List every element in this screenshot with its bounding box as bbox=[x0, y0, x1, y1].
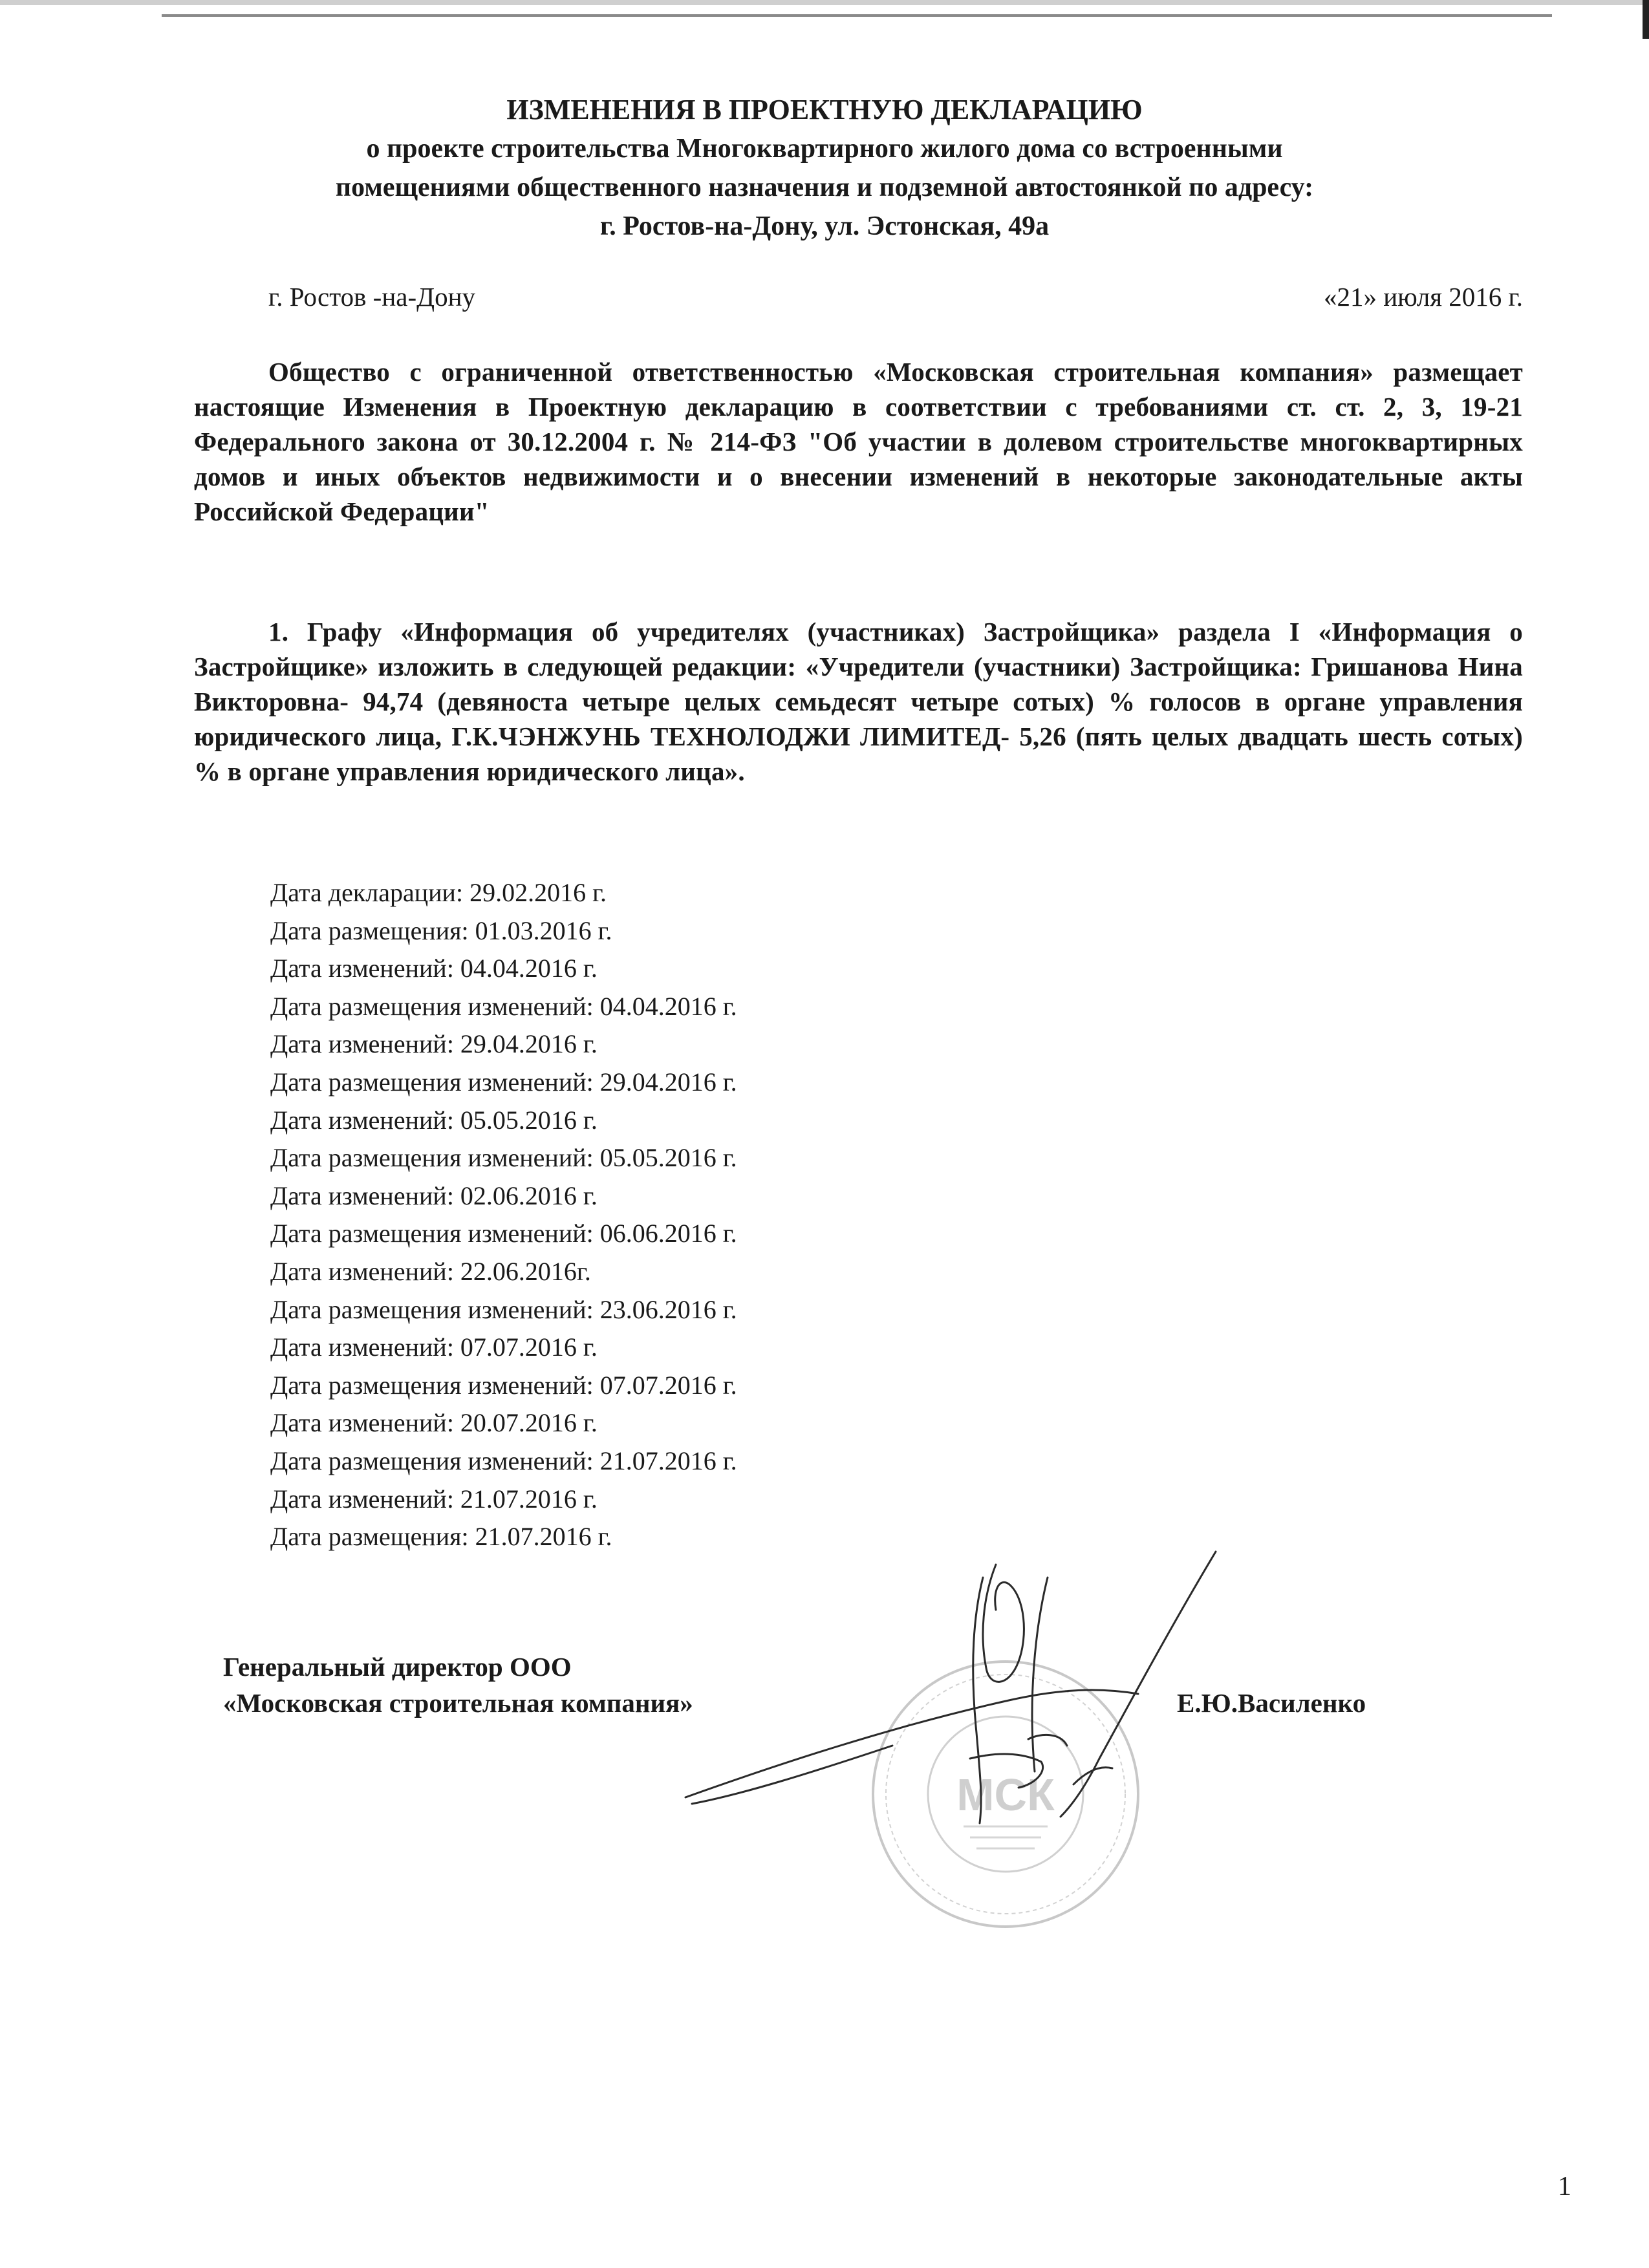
dates-list-item: Дата изменений: 20.07.2016 г. bbox=[270, 1408, 598, 1438]
dates-list-item: Дата изменений: 21.07.2016 г. bbox=[270, 1484, 598, 1514]
dates-list-item: Дата размещения: 01.03.2016 г. bbox=[270, 915, 612, 945]
dates-list-item: Дата размещения изменений: 04.04.2016 г. bbox=[270, 991, 737, 1021]
document-place: г. Ростов -на-Дону bbox=[268, 282, 476, 312]
scan-edge-top bbox=[0, 0, 1649, 5]
document-header bbox=[194, 91, 1455, 246]
intro-paragraph: Общество с ограниченной ответственностью «Московская строительная компания» размещает настоящие Изменения в Проектную декларацию в соответствии с требованиями ст. ст. 2, 3, 19-21 Федерального закона от 30.12.2004 г. № 214-ФЗ "Об участии в долевом строительстве многоквартирных домов и иных объектов недвижимости и о внесении изменений в некоторые законодательные акты Российской Федерации" bbox=[194, 357, 1523, 526]
dates-list-item: Дата размещения изменений: 05.05.2016 г. bbox=[270, 1143, 737, 1173]
signatory-position bbox=[223, 1649, 693, 1721]
dates-list-item: Дата изменений: 07.07.2016 г. bbox=[270, 1332, 598, 1362]
dates-list bbox=[270, 874, 737, 1556]
dates-list-item: Дата изменений: 04.04.2016 г. bbox=[270, 954, 598, 983]
dates-list-item: Дата декларации: 29.02.2016 г. bbox=[270, 878, 607, 907]
dates-list-item: Дата размещения изменений: 29.04.2016 г. bbox=[270, 1067, 737, 1097]
document-date: «21» июля 2016 г. bbox=[1323, 282, 1523, 312]
dates-list-item: Дата размещения изменений: 07.07.2016 г. bbox=[270, 1370, 737, 1400]
dates-list-item: Дата размещения изменений: 23.06.2016 г. bbox=[270, 1294, 737, 1324]
dates-list-item: Дата изменений: 05.05.2016 г. bbox=[270, 1105, 598, 1135]
document-address: г. Ростов-на-Дону, ул. Эстонская, 49а bbox=[599, 211, 1050, 241]
scan-edge-line bbox=[162, 14, 1552, 17]
dates-list-item: Дата изменений: 22.06.2016г. bbox=[270, 1256, 591, 1286]
dates-list-item: Дата размещения изменений: 06.06.2016 г. bbox=[270, 1219, 737, 1248]
document-title: ИЗМЕНЕНИЯ В ПРОЕКТНУЮ ДЕКЛАРАЦИЮ bbox=[506, 94, 1143, 125]
scan-edge-corner bbox=[1643, 0, 1649, 39]
dates-list-item: Дата размещения: 21.07.2016 г. bbox=[270, 1522, 612, 1552]
dates-list-item: Дата изменений: 29.04.2016 г. bbox=[270, 1029, 598, 1059]
amendment-paragraph: 1. Графу «Информация об учредителях (участниках) Застройщика» раздела I «Информация о Застройщике» изложить в следующей редакции: «Учредители (участники) Застройщика: Гришанова Нина Викторовна- 94,74 (девяноста четыре целых семьдесят четыре сотых) % голосов в органе управления юридического лица, Г.К.ЧЭНЖУНЬ ТЕХНОЛОДЖИ ЛИМИТЕД- 5,26 (пять целых двадцать шесть сотых) % в органе управления юридического лица». bbox=[194, 617, 1523, 786]
document-subtitle-line-2: помещениями общественного назначения и подземной автостоянкой по адресу: bbox=[335, 173, 1314, 202]
dates-list-item: Дата размещения изменений: 21.07.2016 г. bbox=[270, 1446, 737, 1475]
document-subtitle-line-1: о проекте строительства Многоквартирного жилого дома со встроенными bbox=[366, 134, 1283, 164]
signatory-position-line-2: «Московская строительная компания» bbox=[223, 1688, 693, 1718]
svg-text:МСК: МСК bbox=[956, 1770, 1055, 1820]
page-number: 1 bbox=[1558, 2172, 1571, 2201]
dates-list-item: Дата изменений: 02.06.2016 г. bbox=[270, 1181, 598, 1210]
handwritten-signature bbox=[647, 1539, 1345, 1875]
signatory-name: Е.Ю.Василенко bbox=[1177, 1688, 1366, 1718]
signatory-position-line-1: Генеральный директор ООО bbox=[223, 1652, 572, 1682]
